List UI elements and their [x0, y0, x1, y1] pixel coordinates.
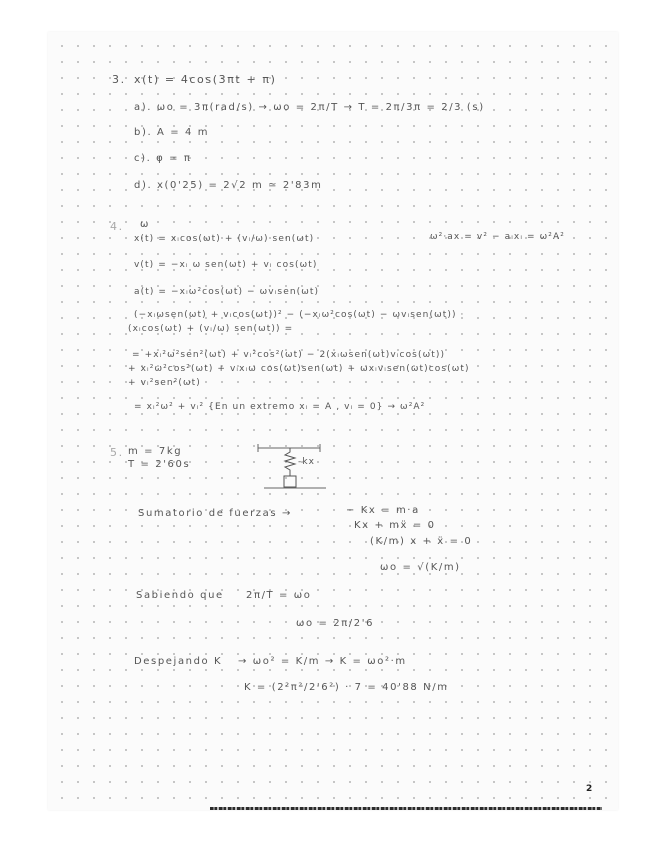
problem-4-velocity: v(t) = −xᵢ ω sen(ωt) + vᵢ cos(ωt) — [134, 260, 318, 270]
problem-5-mass: m = 7kg — [128, 446, 183, 457]
scan-edge-mark — [210, 807, 602, 810]
spring-mass-diagram — [250, 442, 340, 494]
problem-3-part-b: b). A = 4 m — [134, 127, 210, 138]
forces-equation-1: − Kx = m·a — [346, 505, 420, 516]
forces-equation-3: (K/m) x + ẍ = 0 — [370, 536, 473, 547]
problem-4-result: = xᵢ²ω² + vᵢ² {En un extremo xᵢ = A , vᵢ = 0} → ω²A² — [134, 402, 426, 412]
spring-force-label: -kx — [298, 457, 316, 467]
knowing-label: Sabiendo que — [136, 590, 224, 601]
problem-4-expansion-2: (xᵢcos(ωt) + (vᵢ/ω) sen(ωt)) = — [128, 324, 294, 334]
problem-3-part-c: c). φ = π — [134, 153, 192, 164]
forces-sum-label: Sumatorio de fuerzas → — [138, 508, 292, 519]
problem-4-expansion-3: = +xᵢ²ω²sen²(ωt) + vᵢ²cos²(ωt) − 2(xᵢωsen(ωt)vᵢcos(ωt)) — [132, 350, 446, 360]
problem-4-acceleration: a(t) = −xᵢω²cos(ωt) − ωvᵢsen(ωt) — [134, 287, 320, 297]
problem-3-number: 3. — [112, 73, 126, 86]
problem-3-part-a: a). ωo = 3π(rad/s) → ωo = 2π/T → T = 2π/3π = 2/3 (s) — [134, 102, 485, 113]
solving-label: Despejando K — [134, 656, 223, 667]
problem-5-period: T = 2'60s — [128, 459, 191, 470]
problem-4-side-equation: ω²·ax = v² − aᵢxᵢ = ω²A² — [430, 232, 565, 242]
solving-equation: → ωo² = K/m → K = ωo²·m — [238, 656, 407, 667]
problem-4-expansion-1: (−xᵢωsen(ωt) + vᵢcos(ωt))² − (−xᵢω²cos(ωt) − ωvᵢsen(ωt)) · — [134, 310, 465, 320]
problem-4-number: 4. — [110, 220, 124, 233]
problem-4-expansion-5: + vᵢ²sen²(ωt) — [128, 378, 201, 388]
k-result: K = (2²π²/2'6²) · 7 = 40'88 N/m — [244, 682, 449, 693]
problem-4-expansion-4: + xᵢ²ω²cos²(ωt) + vᵢxᵢω cos(ωt)sen(ωt) + ωxᵢvᵢsen(ωt)cos(ωt) — [128, 364, 470, 374]
knowing-equation: 2π/T = ωo — [246, 590, 312, 601]
omega-equation: ωo = 2π/2'6 — [296, 618, 375, 629]
forces-equation-2: Kx + mẍ = 0 — [354, 520, 436, 531]
forces-equation-4: ωo = √(K/m) — [380, 562, 461, 573]
problem-4-omega: ω — [140, 219, 150, 230]
problem-5-number: 5. — [110, 446, 124, 459]
problem-4-position: x(t) = xᵢcos(ωt) + (vᵢ/ω) sen(ωt) — [134, 234, 315, 244]
graph-paper-sheet — [48, 32, 618, 810]
page-number: 2 — [586, 784, 593, 794]
problem-3-equation: x(t) = 4cos(3πt + π) — [134, 73, 277, 86]
problem-3-part-d: d). x(0'25) = 2√2 m ≃ 2'83m — [134, 180, 323, 191]
